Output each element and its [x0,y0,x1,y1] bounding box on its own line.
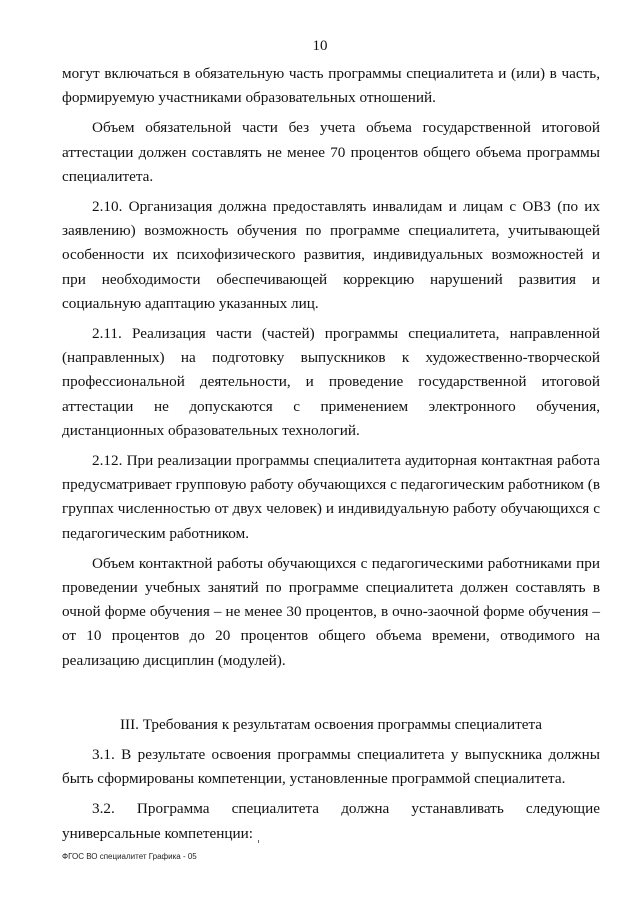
paragraph-2-10: 2.10. Организация должна предоставлять инвалидам и лицам с ОВЗ (по их заявлению) возможность обучения по программе специалитета, учитывающей особенности их психофизического развития, индивидуальных возможностей и при необходимости обеспечивающей коррекцию нарушений развития и социальную адаптацию указанных лиц. [62,198,600,312]
paragraph-contact-work-volume: Объем контактной работы обучающихся с педагогическими работниками при проведении учебных занятий по программе специалитета должен составлять в очной форме обучения – не менее 30 процентов, в очно-заочной форме обучения – от 10 процентов до 20 процентов общего объема времени, отводимого на реализацию дисциплин (модулей). [62,554,600,669]
scan-speck [258,840,259,843]
paragraph-continuation: могут включаться в обязательную часть программы специалитета и (или) в часть, формируемую участниками образовательных отношений. [62,65,600,107]
paragraph-3-1: 3.1. В результате освоения программы специалитета у выпускника должны быть сформированы компетенции, установленные программой специалитета. [62,746,600,788]
page-footer: ФГОС ВО специалитет Графика - 05 [62,852,197,861]
paragraph-2-11: 2.11. Реализация части (частей) программы специалитета, направленной (направленных) на подготовку выпускников к художественно-творческой профессиональной деятельности, и проведение государственной итоговой аттестации не допускаются с применением электронного обучения, дистанционных образовательных технологий. [62,325,600,439]
paragraph-3-2: 3.2. Программа специалитета должна устанавливать следующие универсальные компетенции: [62,800,600,842]
paragraph-mandatory-part-volume: Объем обязательной части без учета объема государственной итоговой аттестации должен составлять не менее 70 процентов общего объема программы специалитета. [62,119,600,185]
paragraph-2-12: 2.12. При реализации программы специалитета аудиторная контактная работа предусматривает групповую работу обучающихся с педагогическим работником (в группах численностью от двух человек) и индивидуальную работу обучающихся с педагогическим работником. [62,452,600,542]
document-body [62,62,600,852]
page-number: 10 [312,38,328,54]
section-heading-iii: III. Требования к результатам освоения программы специалитета [119,715,543,733]
